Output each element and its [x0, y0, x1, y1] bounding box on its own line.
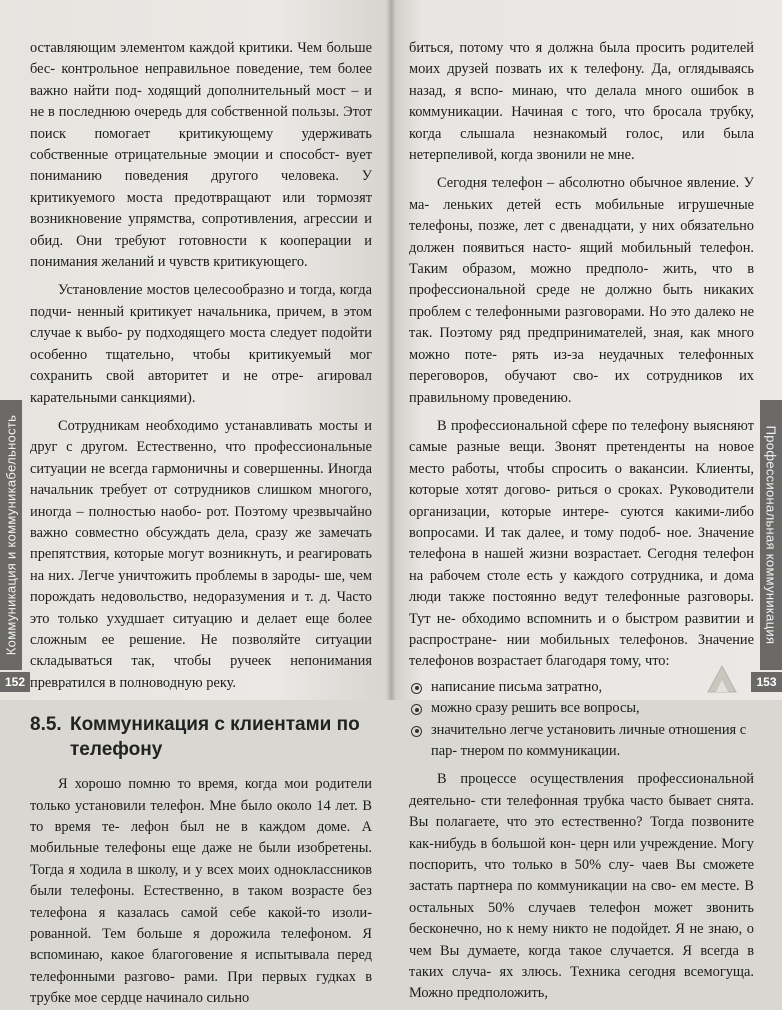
- bullet-icon: [411, 726, 422, 737]
- paragraph: Установление мостов целесообразно и тогда, когда подчи- ненный критикует начальника, причем, в этом случае к выбо- ру подходящего моста следует подойти особенно тщательно, чтобы критикуемый мог сохранить свой авторитет и не отре- агировал карательными санкциями).: [30, 282, 372, 406]
- right-page-text: [409, 38, 754, 1005]
- publisher-logo-icon: [704, 662, 740, 696]
- paragraph: Сотрудникам необходимо устанавливать мосты и друг с другом. Естественно, что профессиональные ситуации не всегда гармоничны и совершенны. Иногда начальник требует от сотрудников слишком многого, иногда – полностью наобо- рот. Поэтому чрезвычайно важно совместно обсуждать дела, сразу же замечать препятствия, которые могут возникнуть, и реагировать на них. Легче уничтожить проблемы в зароды- ше, чем порождать недовольство, недоразумения и т. д. Часто это только ухудшает ситуацию и делает еще более сложным ее решение. Не позволяйте ситуации складываться так, чтобы ручеек непонимания превратился в полноводную реку.: [30, 417, 372, 691]
- list-item: [409, 720, 754, 763]
- left-chapter-tab-label: Коммуникация и коммуникабельность: [3, 414, 19, 656]
- left-page-text: [30, 38, 372, 1010]
- list-item: [409, 698, 754, 719]
- paragraph: оставляющим элементом каждой критики. Чем больше бес- контрольное неправильное поведение, тем более важно найти под- ходящий дополнительный мост – и не в последнюю очередь для собственной пользы. Этот поиск помогает критикующему удерживать собственные отрицательные эмоции и способст- вует пониманию поведения другого человека. У критикуемого моста предотвращают или тормозят возникновение упрямства, сопротивления, агрессии и обид. Они требуют готовности к кооперации и понимания желаний и чувств критикующего.: [30, 40, 372, 271]
- paragraph: В процессе осуществления профессиональной деятельно- сти телефонная трубка часто бывает снята. Вы полагаете, что это естественно? Тогда позвоните как-нибудь в большой кон- церн или учреждение. Могу поспорить, что только в 50% слу- чаев Вы сможете застать партнера по коммуникации на сво- ем месте. В остальных 50% случаев телефон может звонить бесконечно, но к нему никто не подойдет. Я не знаю, о чем Вы думаете, когда такое случается. Я всегда в таких случа- ях злюсь. Техника сегодня всемогуща. Можно предположить,: [409, 771, 754, 1002]
- paragraph: В профессиональной сфере по телефону выясняют самые разные вещи. Звонят претенденты на новое место работы, чтобы спросить о вакансии. Клиенты, которые хотят догово- риться о сроках. Руководители организации, которые интере- суются какими-либо вопросами. И так далее, и тому подоб- ное. Значение телефона в нашей жизни возрастает. Сегодня телефон на рабочем столе есть у каждого сотрудника, и дома люди также постоянно ведут телефонные разговоры. Тут не- обходимо вспомнить и о быстром развитии и распростране- нии мобильных телефонов. Значение телефонов возрастает благодаря тому, что:: [409, 417, 754, 670]
- book-gutter: [386, 0, 396, 700]
- left-chapter-tab: [0, 400, 22, 670]
- section-title-line2: телефону: [70, 739, 163, 761]
- section-title-line1: Коммуникация с клиентами по: [70, 714, 360, 736]
- list-item: [409, 677, 754, 698]
- paragraph: Я хорошо помню то время, когда мои родители только установили телефон. Мне было около 14 лет. В то время те- лефон был не в каждом доме. А мобильные телефоны еще даже не были изобретены. Тогда я ходила в школу, и у всех моих одноклассников были телефоны. Естественно, в таком возрасте без телефона я казалась самой себе какой-то изоли- рованной. Тем больше я дорожила телефоном. Я вспоминаю, какое благоговение я испытывала перед телефонными разгово- рами. При первых гудках в трубке мое сердце начинало сильно: [30, 776, 372, 1007]
- section-number: 8.5.: [30, 714, 62, 736]
- list-item-text: написание письма затратно,: [431, 678, 603, 695]
- section-heading: [30, 712, 372, 762]
- right-chapter-tab: [760, 400, 782, 670]
- list-item-text: можно сразу решить все вопросы,: [431, 700, 640, 717]
- right-chapter-tab-label: Профессиональная коммуникация: [763, 425, 779, 645]
- left-page-number: 152: [0, 672, 30, 692]
- bullet-list: [409, 677, 754, 763]
- bullet-icon: [411, 683, 422, 694]
- bullet-icon: [411, 704, 422, 715]
- list-item-text: значительно легче установить личные отношения с пар- тнером по коммуникации.: [431, 721, 747, 759]
- left-page: [0, 0, 391, 1007]
- right-page: [391, 0, 782, 1002]
- paragraph: Сегодня телефон – абсолютно обычное явление. У ма- леньких детей есть мобильные игрушечные телефоны, позже, лет с двенадцати, у них обязательно должен появиться насто- ящий мобильный телефон. Таким образом, можно предполо- жить, что в профессиональной среде не должно быть никаких проблем с телефонными разговорами. Но это далеко не так. Поэтому ряд предпринимателей, зная, как много можно поте- рять из-за неудачных телефонных переговоров, обучают сво- их сотрудников их правильному проведению.: [409, 175, 754, 406]
- paragraph: биться, потому что я должна была просить родителей моих друзей позвать их к телефону. Да, оглядываясь назад, я вспо- минаю, что делала много ошибок в коммуникации. Начиная с того, что бросала трубку, когда слышала незнакомый голос, или была нетерпеливой, когда звонили не мне.: [409, 40, 754, 164]
- right-page-number: 153: [751, 672, 782, 692]
